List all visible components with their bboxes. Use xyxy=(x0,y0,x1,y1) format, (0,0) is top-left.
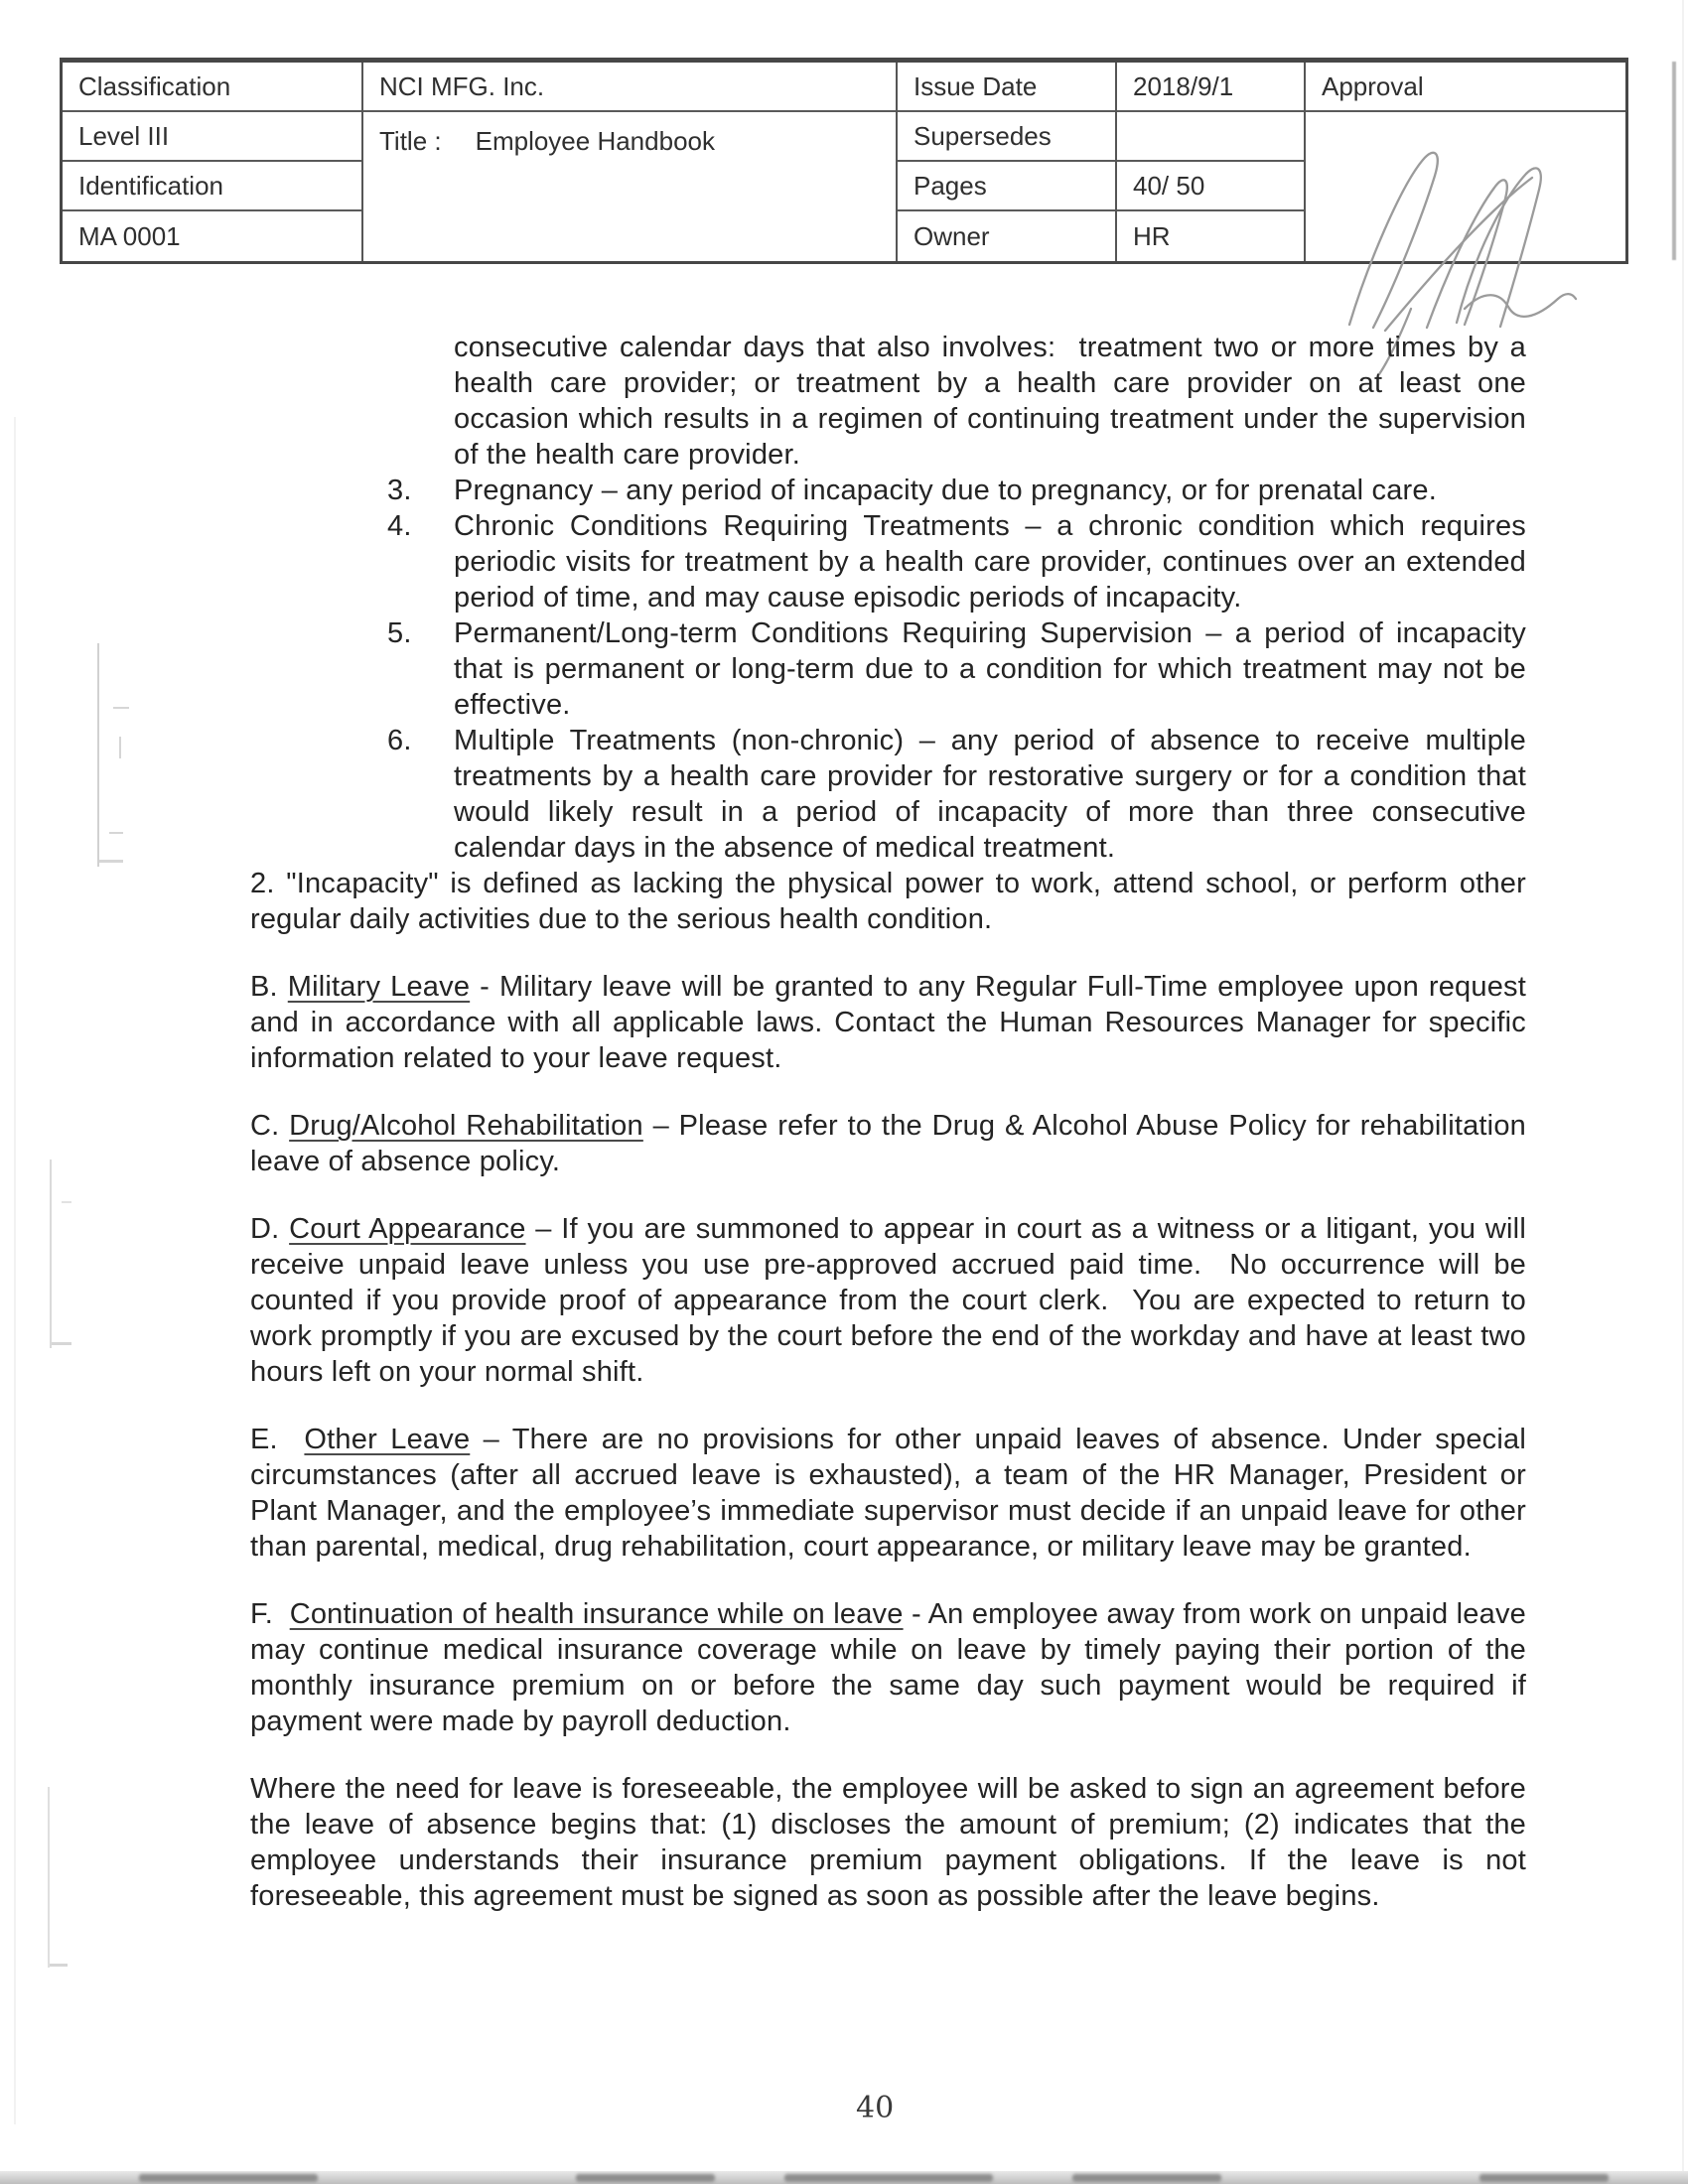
list-item-6 xyxy=(250,723,1526,866)
scan-artifact-margin-mark xyxy=(119,737,121,758)
list-item-4 xyxy=(250,508,1526,615)
section-health-insurance-continuation xyxy=(250,1596,1526,1739)
scan-artifact-margin-mark xyxy=(97,643,99,867)
section-title: Continuation of health insurance while on leave xyxy=(289,1598,904,1630)
list-number: 4. xyxy=(387,510,412,542)
section-prefix: B. xyxy=(250,971,288,1003)
section-prefix: F. xyxy=(250,1598,290,1630)
classification-level: Level III xyxy=(63,112,361,162)
scan-artifact-margin-mark xyxy=(50,1160,52,1348)
scan-artifact-margin-mark xyxy=(48,1787,50,1968)
scan-artifact-right-edge xyxy=(1672,62,1676,260)
approval-label: Approval xyxy=(1306,63,1625,112)
section-prefix: E. xyxy=(250,1424,305,1455)
scan-artifact-left-margin xyxy=(14,417,16,2124)
scan-artifact-margin-mark xyxy=(62,1201,71,1203)
section-text: - An employee away from work on unpaid leave may continue medical insurance coverage while on leave by timely paying their portion of the monthly insurance premium on or before the same day such payment would be required if payment were made by payroll deduction. xyxy=(250,1598,1526,1737)
scan-artifact-margin-mark xyxy=(109,832,123,834)
header-col-meta-labels xyxy=(898,63,1117,261)
section-text: – Please refer to the Drug & Alcohol Abuse Policy for rehabilitation leave of absence policy. xyxy=(250,1110,1526,1177)
list-number: 6. xyxy=(387,725,412,756)
section-military-leave xyxy=(250,969,1526,1076)
paragraph-incapacity-definition: 2. "Incapacity" is defined as lacking the physical power to work, attend school, or perform other regular daily activities due to the serious health condition. xyxy=(250,868,1526,935)
scan-artifact-blob xyxy=(1479,2174,1609,2182)
section-title: Court Appearance xyxy=(289,1213,526,1245)
document-title-cell xyxy=(363,112,896,261)
scan-artifact-margin-mark xyxy=(52,1342,71,1345)
section-text: – There are no provisions for other unpaid leaves of absence. Under special circumstances (after all accrued leave is exhausted), a team of the HR Manager, President or Plant Manager, and the employee’s immediate supervisor must decide if an unpaid leave for other than parental, medical, drug rehabilitation, court appearance, or military leave may be granted. xyxy=(250,1424,1526,1563)
section-text: - Military leave will be granted to any Regular Full-Time employee upon request and in accordance with all applicable laws. Contact the Human Resources Manager for specific information related to your leave request. xyxy=(250,971,1526,1074)
approval-signature-cell xyxy=(1306,112,1625,261)
list-number: 3. xyxy=(387,475,412,506)
issue-date-label: Issue Date xyxy=(898,63,1115,112)
header-col-classification xyxy=(63,63,363,261)
header-col-title xyxy=(363,63,898,261)
header-col-approval xyxy=(1306,63,1625,261)
list-text: Chronic Conditions Requiring Treatments – a chronic condition which requires periodic visits for treatment by a health care provider, continues over an extended period of time, and may cause episodic periods of incapacity. xyxy=(454,510,1526,614)
section-other-leave xyxy=(250,1422,1526,1565)
supersedes-value xyxy=(1117,112,1304,162)
section-drug-alcohol-rehabilitation xyxy=(250,1108,1526,1179)
paragraph-item2-continuation: consecutive calendar days that also involves: treatment two or more times by a health care provider; or treatment by a health care provider on at least one occasion which results in a regimen of continuing treatment under the supervision of the health care provider. xyxy=(454,332,1526,471)
owner-value: HR xyxy=(1133,220,1171,251)
scan-artifact-blob xyxy=(784,2174,993,2182)
company-name: NCI MFG. Inc. xyxy=(363,63,896,112)
scan-artifact-margin-mark xyxy=(113,707,129,709)
header-col-meta-values xyxy=(1117,63,1306,261)
owner-label: Owner xyxy=(914,220,990,251)
identification-label: Identification xyxy=(63,162,361,211)
section-title: Drug/Alcohol Rehabilitation xyxy=(289,1110,643,1142)
scan-artifact-margin-mark xyxy=(50,1964,68,1967)
issue-date-value: 2018/9/1 xyxy=(1117,63,1304,112)
section-prefix: D. xyxy=(250,1213,290,1245)
page-number: 40 xyxy=(856,2091,895,2125)
title-label: Title : xyxy=(379,126,442,156)
scan-artifact-bottom-edge xyxy=(0,2171,1688,2184)
section-title: Military Leave xyxy=(287,971,471,1003)
list-text: Pregnancy – any period of incapacity due to pregnancy, or for prenatal care. xyxy=(454,475,1437,506)
paragraph-closing: Where the need for leave is foreseeable, the employee will be asked to sign an agreement before the leave of absence begins that: (1) discloses the amount of premium; (2) indicates that the employee understands their insurance premium payment obligations. If the leave is not foreseeable, this agreement must be signed as soon as possible after the leave begins. xyxy=(250,1773,1526,1912)
scan-artifact-blob xyxy=(1072,2174,1221,2182)
section-text: – If you are summoned to appear in court as a witness or a litigant, you will receive unpaid leave unless you use pre-approved accrued paid time. No occurrence will be counted if you provide proof of appearance from the court clerk. You are expected to return to work promptly if you are excused by the court before the end of the workday and have at least two hours left on your normal shift. xyxy=(250,1213,1526,1388)
section-court-appearance xyxy=(250,1211,1526,1390)
list-item-3 xyxy=(250,473,1526,508)
list-item-5 xyxy=(250,615,1526,723)
document-body xyxy=(250,330,1526,1914)
list-number: 5. xyxy=(387,617,412,649)
pages-value: 40/ 50 xyxy=(1117,162,1304,211)
section-title: Other Leave xyxy=(304,1424,471,1455)
identification-value: MA 0001 xyxy=(78,220,181,251)
title-value: Employee Handbook xyxy=(475,126,715,156)
scan-artifact-margin-mark xyxy=(99,860,123,863)
scan-artifact-blob xyxy=(139,2174,318,2182)
pages-label: Pages xyxy=(898,162,1115,211)
classification-label: Classification xyxy=(63,63,361,112)
scan-artifact-right-margin xyxy=(1682,0,1684,2184)
approval-signature-icon xyxy=(1316,116,1614,330)
scan-artifact-blob xyxy=(576,2174,715,2182)
section-prefix: C. xyxy=(250,1110,290,1142)
header-table xyxy=(60,58,1628,264)
supersedes-label: Supersedes xyxy=(898,112,1115,162)
list-text: Permanent/Long-term Conditions Requiring Supervision – a period of incapacity that is permanent or long-term due to a condition for which treatment may not be effective. xyxy=(454,617,1526,721)
list-text: Multiple Treatments (non-chronic) – any period of absence to receive multiple treatments by a health care provider for restorative surgery or for a condition that would likely result in a period of incapacity of more than three consecutive calendar days in the absence of medical treatment. xyxy=(454,725,1526,864)
